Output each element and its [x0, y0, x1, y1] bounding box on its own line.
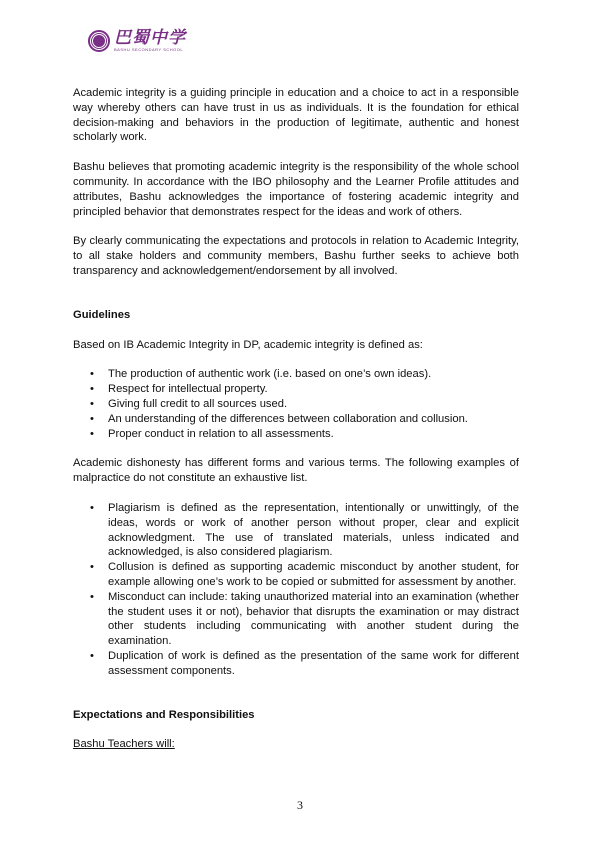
expectations-heading: Expectations and Responsibilities: [73, 708, 255, 721]
page-number: 3: [297, 798, 303, 812]
logo-english-name: BASHU SECONDARY SCHOOL: [114, 47, 184, 52]
school-seal-icon: [88, 30, 110, 52]
school-logo: [88, 24, 186, 58]
dishonesty-intro: Academic dishonesty has different forms and various terms. The following examples of malpractice do not constitute an exhaustive list.: [73, 457, 519, 485]
malpractice-list: [73, 501, 519, 679]
paragraph-bashu-belief: Bashu believes that promoting academic integrity is the responsibility of the whole school community. In accordance with the IBO philosophy and the Learner Profile attitudes and attributes, Bashu acknowledges the importance of fostering academic integrity and principled behavior that demonstrates respect for the ideas and work of others.: [73, 161, 519, 218]
list-item: • Proper conduct in relation to all assessments.: [73, 427, 519, 442]
integrity-definition-list: [73, 367, 519, 441]
list-item: • The production of authentic work (i.e. based on one’s own ideas).: [73, 367, 519, 382]
list-item: • Misconduct can include: taking unauthorized material into an examination (whether the student uses it or not), behavior that disrupts the examination or may distract other students including communicating with another student during the examination.: [73, 590, 519, 649]
logo-text: [114, 30, 186, 52]
guidelines-intro: Based on IB Academic Integrity in DP, academic integrity is defined as:: [73, 338, 423, 351]
guidelines-heading: Guidelines: [73, 308, 131, 321]
list-item: • Giving full credit to all sources used.: [73, 397, 519, 412]
list-item: • Duplication of work is defined as the presentation of the same work for different assessment components.: [73, 649, 519, 679]
list-item: • Collusion is defined as supporting academic misconduct by another student, for example allowing one’s work to be copied or submitted for assessment by another.: [73, 560, 519, 590]
paragraph-communication: By clearly communicating the expectations and protocols in relation to Academic Integrity, to all stake holders and community members, Bashu further seeks to achieve both transparency and acknowledgement/endorsement by all involved.: [73, 235, 519, 277]
list-item: • Respect for intellectual property.: [73, 382, 519, 397]
list-item: • An understanding of the differences between collaboration and collusion.: [73, 412, 519, 427]
logo-chinese-name: 巴蜀中学: [114, 28, 186, 48]
teachers-subheading: Bashu Teachers will:: [73, 738, 175, 751]
document-body: [73, 86, 519, 752]
paragraph-integrity-definition: Academic integrity is a guiding principle in education and a choice to act in a responsible way whereby others can have trust in us as individuals. It is the foundation for ethical decision-making and behaviors in the production of legitimate, authentic and honest scholarly work.: [73, 87, 519, 144]
list-item: • Plagiarism is defined as the representation, intentionally or unwittingly, of the ideas, words or work of another person without proper, clear and explicit acknowledgment. The use of translated materials, unless indicated and acknowledged, is also considered plagiarism.: [73, 501, 519, 560]
